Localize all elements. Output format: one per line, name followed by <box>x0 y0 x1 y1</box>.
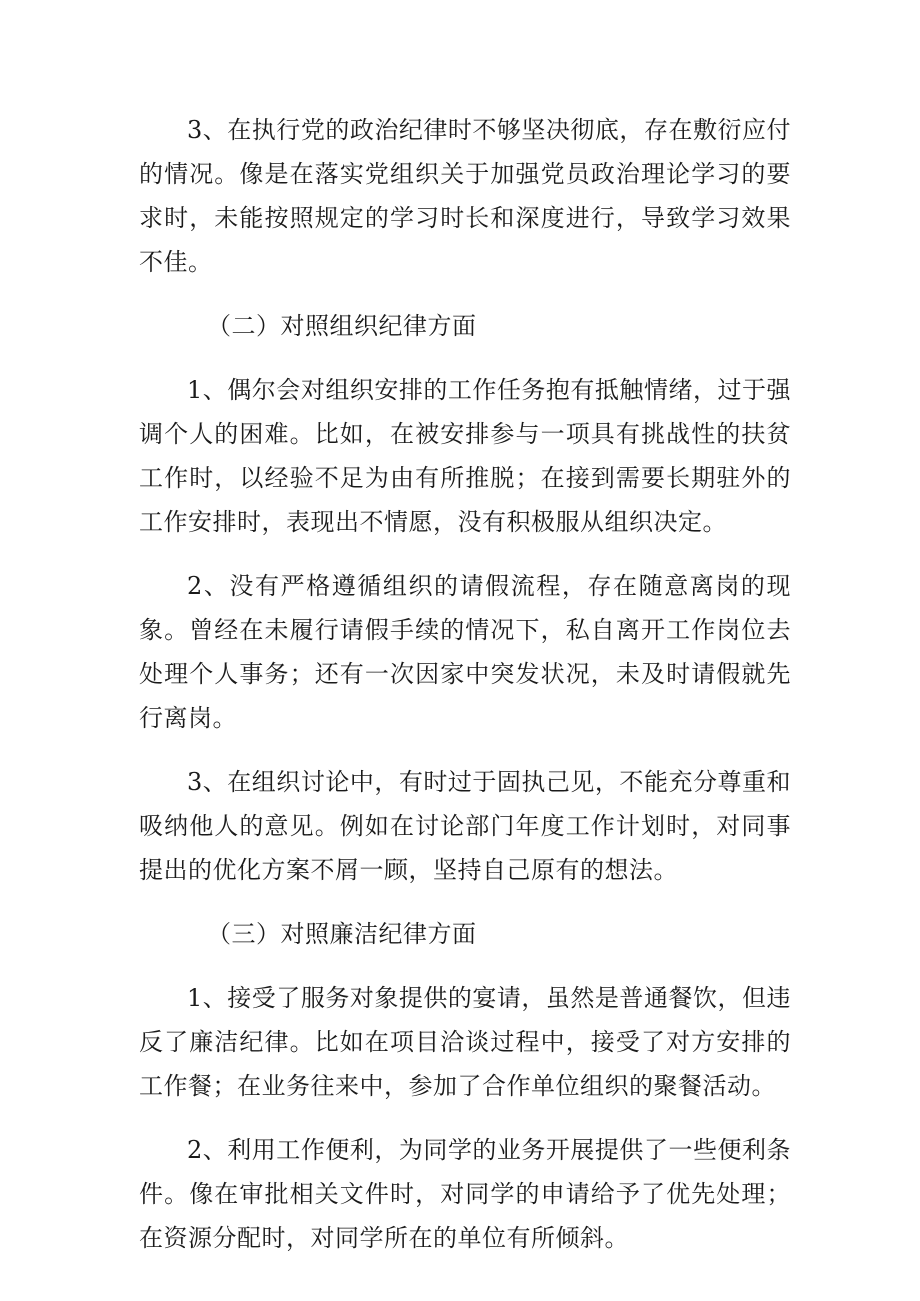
paragraph-organizational-1: 1、偶尔会对组织安排的工作任务抱有抵触情绪，过于强调个人的困难。比如，在被安排参与一项具有挑战性的扶贫工作时，以经验不足为由有所推脱；在接到需要长期驻外的工作安排时，表现出不情愿，没有积极服从组织决定。 <box>139 376 791 536</box>
paragraph-political-3: 3、在执行党的政治纪律时不够坚决彻底，存在敷衍应付的情况。像是在落实党组织关于加强党员政治理论学习的要求时，未能按照规定的学习时长和深度进行，导致学习效果不佳。 <box>139 116 791 276</box>
paragraph-organizational-3: 3、在组织讨论中，有时过于固执己见，不能充分尊重和吸纳他人的意见。例如在讨论部门年度工作计划时，对同事提出的优化方案不屑一顾，坚持自己原有的想法。 <box>139 768 791 884</box>
document-body <box>139 108 791 1280</box>
paragraph-integrity-1: 1、接受了服务对象提供的宴请，虽然是普通餐饮，但违反了廉洁纪律。比如在项目洽谈过程中，接受了对方安排的工作餐；在业务往来中，参加了合作单位组织的聚餐活动。 <box>139 984 791 1100</box>
paragraph-integrity-2: 2、利用工作便利，为同学的业务开展提供了一些便利条件。像在审批相关文件时，对同学的申请给予了优先处理；在资源分配时，对同学所在的单位有所倾斜。 <box>139 1136 791 1252</box>
paragraph-organizational-2: 2、没有严格遵循组织的请假流程，存在随意离岗的现象。曾经在未履行请假手续的情况下，私自离开工作岗位去处理个人事务；还有一次因家中突发状况，未及时请假就先行离岗。 <box>139 572 791 732</box>
section-heading-integrity-discipline: （三）对照廉洁纪律方面 <box>207 920 477 948</box>
section-heading-organizational-discipline: （二）对照组织纪律方面 <box>207 312 477 340</box>
